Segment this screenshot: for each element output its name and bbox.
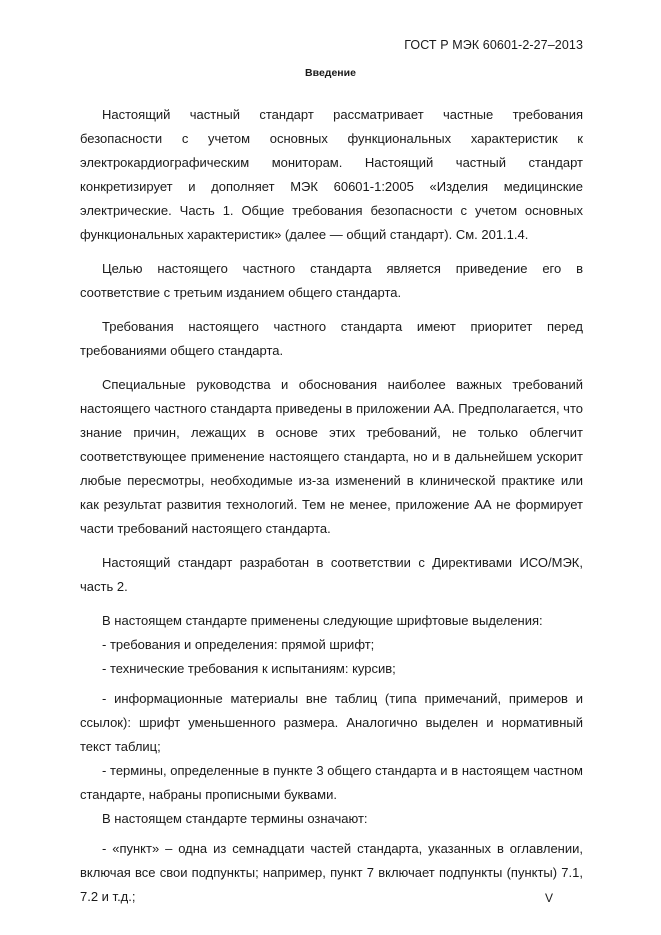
paragraph: В настоящем стандарте термины означают: — [102, 811, 368, 826]
list-item: - термины, определенные в пункте 3 общего стандарта и в настоящем частном стандарте, набраны прописными буквами. — [80, 763, 583, 802]
paragraph: Целью настоящего частного стандарта является приведение его в соответствие с третьим изданием общего стандарта. — [80, 261, 583, 300]
paragraph: В настоящем стандарте применены следующие шрифтовые выделения: — [102, 613, 543, 628]
page-number: V — [545, 891, 554, 905]
body-text — [80, 103, 583, 909]
section-title: Введение — [305, 67, 356, 79]
list-item: - требования и определения: прямой шрифт; — [102, 637, 375, 652]
paragraph: Настоящий частный стандарт рассматривает частные требования безопасности с учетом основных функциональных характеристик к электрокардиографическим мониторам. Настоящий частный стандарт конкретизирует и дополняет МЭК 60601-1:2005 «Изделия медицинские электрические. Часть 1. Общие требования безопасности с учетом основных функциональных характеристик» (далее — общий стандарт). См. 201.1.4. — [80, 107, 583, 242]
list-item: - информационные материалы вне таблиц (типа примечаний, примеров и ссылок): шрифт уменьшенного размера. Аналогично выделен и нормативный текст таблиц; — [80, 691, 583, 754]
paragraph: Специальные руководства и обоснования наиболее важных требований настоящего частного стандарта приведены в приложении АА. Предполагается, что знание причин, лежащих в основе этих требований, не только облегчит соответствующее применение настоящего стандарта, но и в дальнейшем ускорит любые пересмотры, необходимые из-за изменений в клинической практике или как результат развития технологий. Тем не менее, приложение АА не формирует части требований настоящего стандарта. — [80, 377, 583, 536]
list-item: - «пункт» – одна из семнадцати частей стандарта, указанных в оглавлении, включая все свои подпункты; например, пункт 7 включает подпункты (пункты) 7.1, 7.2 и т.д.; — [80, 841, 583, 904]
document-code-header: ГОСТ Р МЭК 60601-2-27–2013 — [404, 38, 583, 52]
paragraph: Настоящий стандарт разработан в соответствии с Директивами ИСО/МЭК, часть 2. — [80, 555, 583, 594]
list-item: - технические требования к испытаниям: курсив; — [102, 661, 396, 676]
paragraph: Требования настоящего частного стандарта имеют приоритет перед требованиями общего стандарта. — [80, 319, 583, 358]
